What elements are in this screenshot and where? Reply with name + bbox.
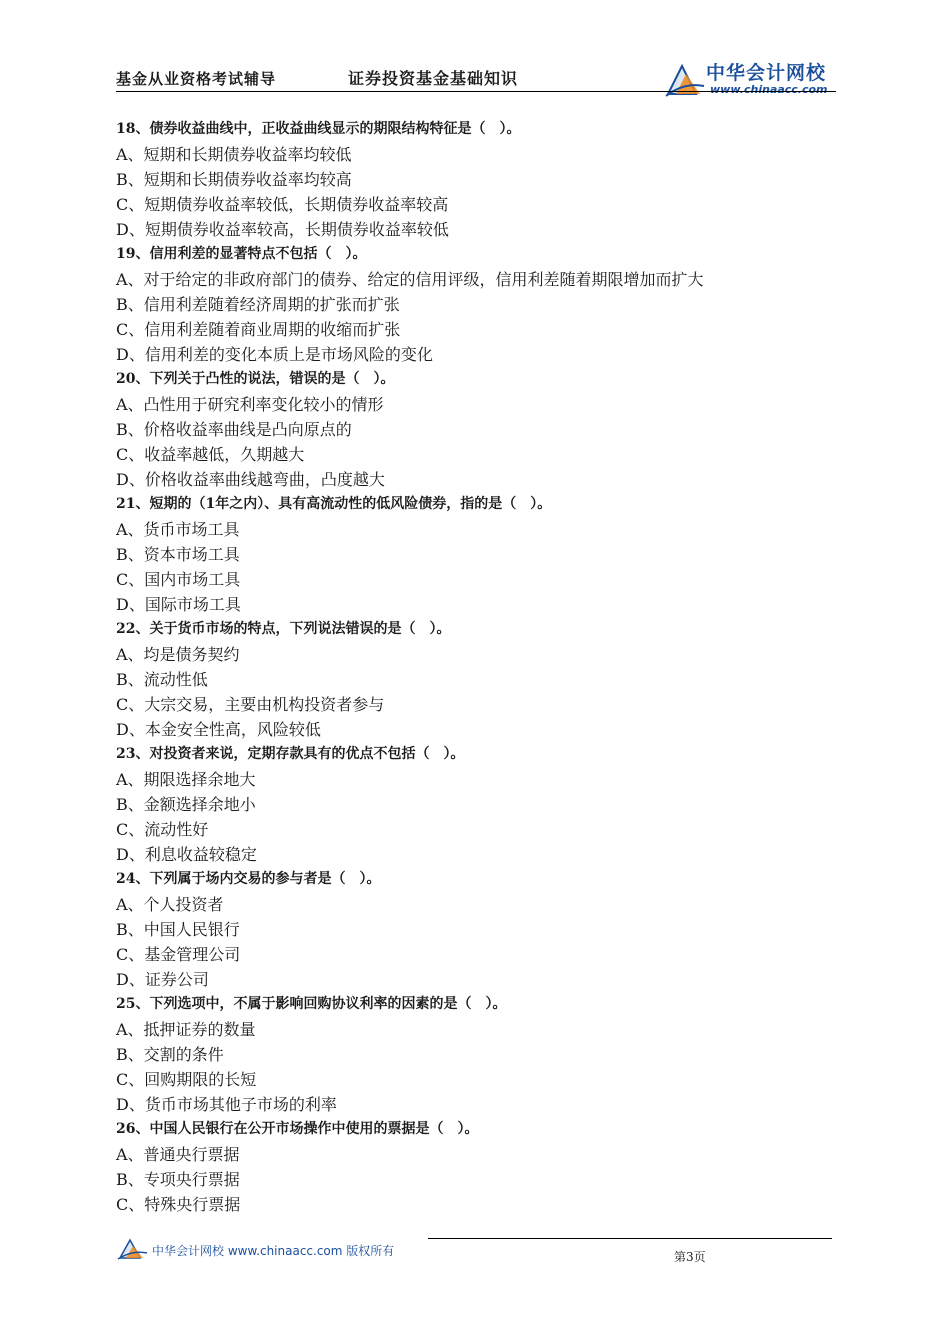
option: D、信用利差的变化本质上是市场风险的变化 <box>116 345 433 364</box>
question-block <box>116 492 836 617</box>
question-text: 19、信用利差的显著特点不包括（ ）。 <box>116 246 367 262</box>
option: B、流动性低 <box>116 670 208 689</box>
option: A、对于给定的非政府部门的债券、给定的信用评级，信用利差随着期限增加而扩大 <box>116 270 704 289</box>
question-text: 26、中国人民银行在公开市场操作中使用的票据是（ ）。 <box>116 1121 479 1137</box>
question-text: 18、债券收益曲线中，正收益曲线显示的期限结构特征是（ ）。 <box>116 121 521 137</box>
option: B、金额选择余地小 <box>116 795 256 814</box>
option: C、信用利差随着商业周期的收缩而扩张 <box>116 320 401 339</box>
option: D、国际市场工具 <box>116 595 241 614</box>
option: A、货币市场工具 <box>116 520 240 539</box>
question-block <box>116 742 836 867</box>
option: D、本金安全性高，风险较低 <box>116 720 321 739</box>
option: D、短期债券收益率较高，长期债券收益率较低 <box>116 220 449 239</box>
footer-logo-icon <box>116 1236 148 1260</box>
option: C、短期债券收益率较低，长期债券收益率较高 <box>116 195 449 214</box>
page-number: 第3页 <box>674 1250 706 1264</box>
question-block <box>116 867 836 992</box>
option: C、收益率越低，久期越大 <box>116 445 305 464</box>
question-block <box>116 1117 836 1217</box>
page-header <box>116 56 836 100</box>
chinaacc-logo <box>662 56 840 100</box>
option: B、价格收益率曲线是凸向原点的 <box>116 420 352 439</box>
option: B、中国人民银行 <box>116 920 240 939</box>
question-text: 22、关于货币市场的特点，下列说法错误的是（ ）。 <box>116 621 451 637</box>
option: A、期限选择余地大 <box>116 770 256 789</box>
exam-series-title: 基金从业资格考试辅导 <box>116 70 277 88</box>
subject-title: 证券投资基金基础知识 <box>348 69 519 88</box>
option: A、个人投资者 <box>116 895 224 914</box>
option: B、专项央行票据 <box>116 1170 240 1189</box>
question-block <box>116 367 836 492</box>
option: A、普通央行票据 <box>116 1145 240 1164</box>
option: B、资本市场工具 <box>116 545 240 564</box>
option: D、证券公司 <box>116 970 209 989</box>
option: C、特殊央行票据 <box>116 1195 241 1214</box>
option: A、短期和长期债券收益率均较低 <box>116 145 352 164</box>
question-text: 25、下列选项中，不属于影响回购协议利率的因素的是（ ）。 <box>116 996 507 1012</box>
option: C、流动性好 <box>116 820 209 839</box>
option: C、回购期限的长短 <box>116 1070 257 1089</box>
footer-copyright: 中华会计网校 www.chinaacc.com 版权所有 <box>152 1244 395 1258</box>
question-text: 23、对投资者来说，定期存款具有的优点不包括（ ）。 <box>116 746 465 762</box>
option: B、交割的条件 <box>116 1045 224 1064</box>
option: C、大宗交易，主要由机构投资者参与 <box>116 695 385 714</box>
option: B、信用利差随着经济周期的扩张而扩张 <box>116 295 400 314</box>
option: D、利息收益较稳定 <box>116 845 257 864</box>
logo-name: 中华会计网校 <box>706 62 827 84</box>
option: C、基金管理公司 <box>116 945 241 964</box>
question-text: 24、下列属于场内交易的参与者是（ ）。 <box>116 871 381 887</box>
footer-rule <box>428 1238 832 1239</box>
logo-icon <box>662 56 706 100</box>
option: C、国内市场工具 <box>116 570 241 589</box>
question-block <box>116 992 836 1117</box>
question-block <box>116 242 836 367</box>
page-footer <box>116 1232 836 1272</box>
logo-url: www.chinaacc.com <box>710 83 828 96</box>
option: A、抵押证券的数量 <box>116 1020 256 1039</box>
question-list <box>116 117 836 1217</box>
option: D、货币市场其他子市场的利率 <box>116 1095 337 1114</box>
option: A、凸性用于研究利率变化较小的情形 <box>116 395 384 414</box>
question-text: 20、下列关于凸性的说法，错误的是（ ）。 <box>116 371 395 387</box>
option: D、价格收益率曲线越弯曲，凸度越大 <box>116 470 385 489</box>
header-rule <box>116 91 836 92</box>
question-block <box>116 117 836 242</box>
question-block <box>116 617 836 742</box>
question-text: 21、短期的（1年之内）、具有高流动性的低风险债券，指的是（ ）。 <box>116 496 552 512</box>
option: B、短期和长期债券收益率均较高 <box>116 170 352 189</box>
option: A、均是债务契约 <box>116 645 240 664</box>
